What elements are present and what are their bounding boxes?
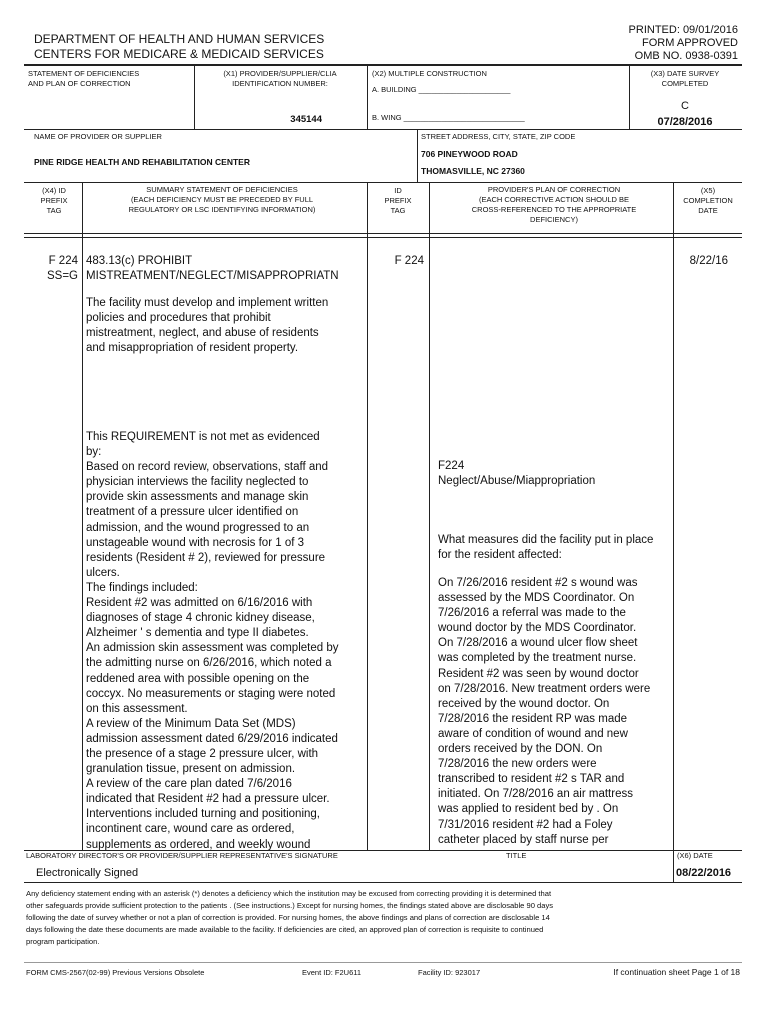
department-line-2: CENTERS FOR MEDICARE & MEDICAID SERVICES (34, 47, 324, 62)
address-line-2: THOMASVILLE, NC 27360 (421, 166, 525, 176)
date-label: (X6) DATE (677, 851, 713, 860)
col-x4-header: (X4) ID PREFIX TAG (40, 186, 68, 215)
department-title (34, 32, 434, 62)
col-plan-header: PROVIDER'S PLAN OF CORRECTION (EACH CORRECTIVE ACTION SHOULD BE CROSS-REFERENCED TO THE APPROPRIATE DEFICIENCY) (471, 185, 637, 224)
disclaimer-text: Any deficiency statement ending with an asterisk (*) denotes a deficiency which the institution may be excused from correcting providing it is determined that other safeguards provide sufficient protection to the patients . (See instructions.) Except for nursing homes, the findings stated above are disclosable 90 days following the date of survey whether or not a plan of correction is provided. For nursing homes, the above findings and plans of correction are disclosable 14 days following the date these documents are made available to the facility. If deficiencies are cited, an approved plan of correction is requisite to continued program participation. (26, 889, 554, 946)
x3-survey-date: 07/28/2016 (657, 116, 713, 128)
statement-label: STATEMENT OF DEFICIENCIES AND PLAN OF CORRECTION (28, 69, 140, 88)
requirement-text: The facility must develop and implement written policies and procedures that prohibit mistreatment, neglect, and abuse of residents and misappropriation of resident property. (86, 297, 329, 355)
facility-id: Facility ID: 923017 (418, 968, 481, 977)
plan-text: On 7/26/2016 resident #2 s wound was assessed by the MDS Coordinator. On 7/26/2016 a referral was made to the wound doctor by the MDS Coordinator. On 7/28/2016 a wound ulcer flow sheet was completed by the treatment nurse. Resident #2 was seen by wound doctor on 7/28/2016. New treatment orders were received by the wound doctor. On 7/28/2016 the resident RP was made aware of condition of wound and new orders received by the DON. On 7/28/2016 the new orders were transcribed to resident #2 s TAR and initiated. On 7/28/2016 an air mattress was applied to resident bed by . On 7/31/2016 resident #2 had a Foley catheter placed by staff nurse per (438, 577, 651, 846)
title-label: TITLE (506, 851, 527, 860)
x3-code: C (681, 100, 689, 112)
tag-right: F 224 (394, 255, 424, 267)
event-id: Event ID: F2U611 (302, 968, 362, 977)
electronic-signature: Electronically Signed (36, 867, 139, 879)
x2-label: (X2) MULTIPLE CONSTRUCTION (372, 69, 487, 78)
department-line-1: DEPARTMENT OF HEALTH AND HUMAN SERVICES (34, 32, 325, 46)
provider-name: PINE RIDGE HEALTH AND REHABILITATION CENTER (34, 157, 250, 167)
regulation-title: 483.13(c) PROHIBIT MISTREATMENT/NEGLECT/MISAPPROPRIATN (86, 255, 339, 283)
x3-label: (X3) DATE SURVEY COMPLETED (650, 69, 720, 88)
signature-label: LABORATORY DIRECTOR'S OR PROVIDER/SUPPLIER REPRESENTATIVE'S SIGNATURE (26, 851, 338, 860)
completion-date: 8/22/16 (689, 255, 728, 267)
form-id: FORM CMS-2567(02-99) Previous Versions Obsolete (26, 968, 205, 977)
signature-date: 08/22/2016 (676, 867, 732, 879)
tag-left: F 224 SS=G (46, 255, 78, 283)
address-line-1: 706 PINEYWOOD ROAD (421, 149, 518, 159)
printed-date: PRINTED: 09/01/2016 (628, 24, 738, 36)
findings-text: This REQUIREMENT is not met as evidenced by: Based on record review, observations, staff and physician interviews the facility neglected to provide skin assessments and manage skin treatment of a pressure ulcer identified on admission, and the wound progressed to an unstageable wound with necrosis for 1 of 3 residents (Resident # 2), reviewed for pressure ulcers. The findings included: Resident #2 was admitted on 6/16/2016 with diagnoses of stage 4 chronic kidney disease, Alzheimer ' s dementia and type II diabetes. An admission skin assessment was completed by the admitting nurse on 6/26/2016, which noted a reddened area with possible opening on the coccyx. No measurements or staging were noted on this assessment. A review of the Minimum Data Set (MDS) admission assessment dated 6/29/2016 indicated the presence of a stage 2 pressure ulcer, with granulation tissue, present on admission. A review of the care plan dated 7/6/2016 indicated that Resident #2 had a pressure ulcer. Interventions included turning and positioning, incontinent care, wound care as ordered, supplements as ordered, and weekly wound (86, 431, 339, 851)
x1-label: (X1) PROVIDER/SUPPLIER/CLIA IDENTIFICATION NUMBER: (223, 69, 337, 88)
col-summary-header: SUMMARY STATEMENT OF DEFICIENCIES (EACH DEFICIENCY MUST BE PRECEDED BY FULL REGULATORY OR LSC IDENTIFYING INFORMATION) (128, 185, 316, 214)
address-label: STREET ADDRESS, CITY, STATE, ZIP CODE (421, 132, 576, 141)
continuation-sheet: If continuation sheet Page 1 of 18 (613, 967, 740, 977)
omb-number: OMB NO. 0938-0391 (634, 50, 738, 62)
col-id-header: ID PREFIX TAG (384, 186, 412, 215)
x1-provider-number: 345144 (290, 114, 322, 125)
wing-label: B. WING _____________________________ (372, 113, 525, 122)
plan-question: What measures did the facility put in place for the resident affected: (438, 534, 654, 562)
form-approved: FORM APPROVED (642, 37, 738, 49)
plan-heading: F224 Neglect/Abuse/Miappropriation (438, 460, 596, 488)
provider-name-label: NAME OF PROVIDER OR SUPPLIER (34, 132, 162, 141)
col-x5-header: (X5) COMPLETION DATE (683, 186, 733, 215)
building-label: A. BUILDING ______________________ (372, 85, 511, 94)
form-info (488, 24, 738, 63)
